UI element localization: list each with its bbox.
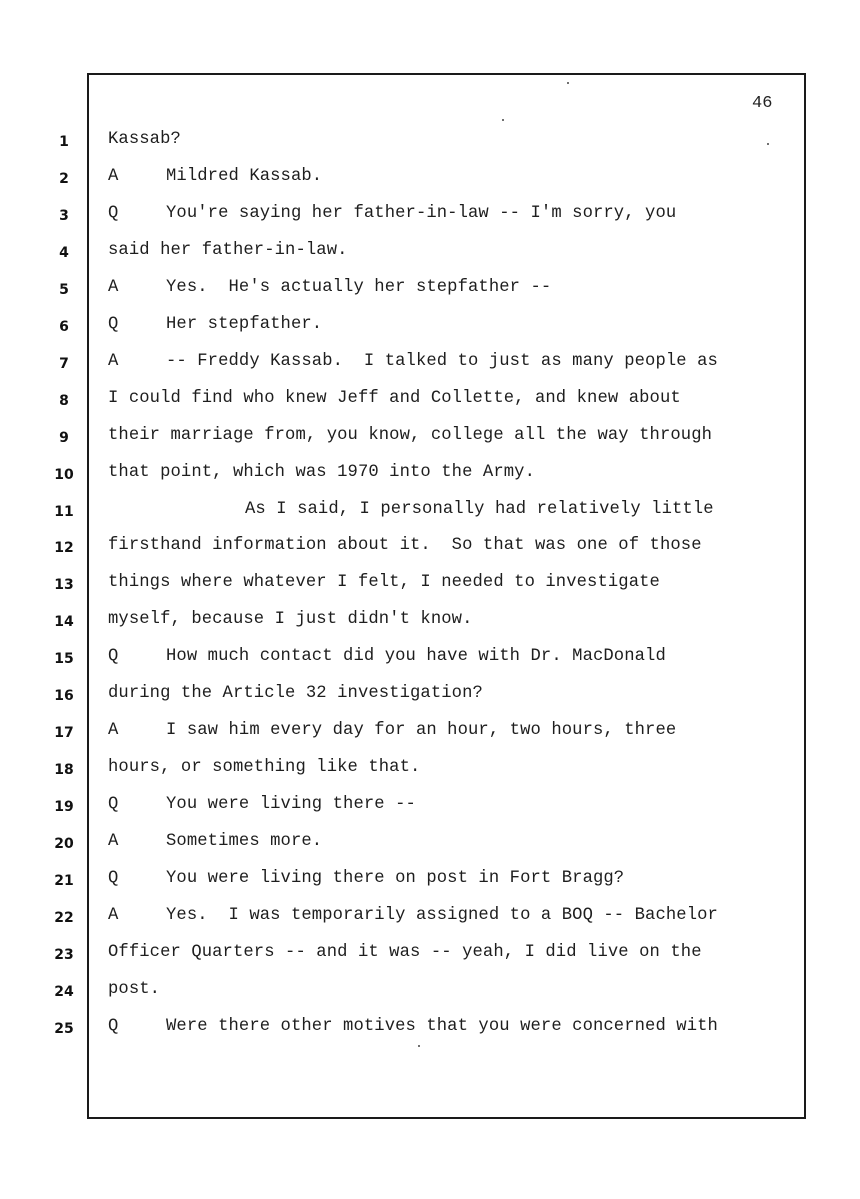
scan-speck <box>418 1045 420 1047</box>
transcript-line <box>108 1017 718 1036</box>
line-text: their marriage from, you know, college all the way through <box>108 426 713 445</box>
page-number: 46 <box>752 94 773 113</box>
line-text: Yes. I was temporarily assigned to a BOQ -- Bachelor <box>166 906 718 925</box>
line-text: You were living there -- <box>166 795 416 814</box>
transcript-line <box>108 647 666 666</box>
line-number: 18 <box>54 762 74 778</box>
line-number: 21 <box>54 873 74 889</box>
speaker-label: A <box>108 352 119 371</box>
transcript-line <box>108 610 473 629</box>
line-text: I saw him every day for an hour, two hours, three <box>166 721 677 740</box>
transcript-line <box>108 241 348 260</box>
line-number: 16 <box>54 688 74 704</box>
transcript-line <box>108 832 322 851</box>
line-number: 13 <box>54 577 74 593</box>
line-number: 2 <box>59 171 69 187</box>
speaker-label: Q <box>108 647 119 666</box>
line-number: 10 <box>54 467 74 483</box>
transcript-line <box>108 389 681 408</box>
line-number: 12 <box>54 540 74 556</box>
speaker-label: Q <box>108 869 119 888</box>
line-number: 1 <box>59 134 69 150</box>
line-text: Officer Quarters -- and it was -- yeah, I did live on the <box>108 943 702 962</box>
line-text: that point, which was 1970 into the Army. <box>108 463 535 482</box>
line-number: 8 <box>59 393 69 409</box>
line-number: 6 <box>59 319 69 335</box>
line-text: firsthand information about it. So that was one of those <box>108 536 702 555</box>
line-text: Sometimes more. <box>166 832 323 851</box>
speaker-label: Q <box>108 315 119 334</box>
line-number: 11 <box>54 504 74 520</box>
transcript-line <box>108 130 181 149</box>
transcript-line <box>108 315 322 334</box>
line-number: 20 <box>54 836 74 852</box>
line-number: 5 <box>59 282 69 298</box>
line-number: 14 <box>54 614 74 630</box>
speaker-label: Q <box>108 204 119 223</box>
line-text: things where whatever I felt, I needed to investigate <box>108 573 660 592</box>
line-number: 7 <box>59 356 69 372</box>
transcript-line <box>108 463 535 482</box>
line-text: myself, because I just didn't know. <box>108 610 473 629</box>
transcript-line <box>108 869 624 888</box>
transcript-line <box>108 906 718 925</box>
transcript-line <box>108 758 420 777</box>
line-text: I could find who knew Jeff and Collette, and knew about <box>108 389 681 408</box>
line-text: As I said, I personally had relatively little <box>245 500 714 519</box>
scan-speck <box>502 119 504 121</box>
line-number: 24 <box>54 984 74 1000</box>
line-text: How much contact did you have with Dr. MacDonald <box>166 647 666 666</box>
transcript-line <box>108 278 551 297</box>
line-number: 22 <box>54 910 74 926</box>
transcript-line <box>108 536 702 555</box>
scan-speck <box>567 82 569 84</box>
scan-speck <box>767 143 769 145</box>
transcript-line <box>108 684 483 703</box>
speaker-label: Q <box>108 1017 119 1036</box>
line-number: 19 <box>54 799 74 815</box>
line-text: during the Article 32 investigation? <box>108 684 483 703</box>
line-text: Mildred Kassab. <box>166 167 323 186</box>
line-text: -- Freddy Kassab. I talked to just as many people as <box>166 352 718 371</box>
line-text: post. <box>108 980 161 999</box>
line-text: hours, or something like that. <box>108 758 421 777</box>
transcript-line <box>108 573 660 592</box>
transcript-line <box>108 795 416 814</box>
transcript-line <box>108 352 718 371</box>
speaker-label: A <box>108 906 119 925</box>
speaker-label: A <box>108 832 119 851</box>
line-number: 15 <box>54 651 74 667</box>
line-text: Kassab? <box>108 130 181 149</box>
speaker-label: A <box>108 167 119 186</box>
line-number: 3 <box>59 208 69 224</box>
speaker-label: A <box>108 721 119 740</box>
transcript-page-border <box>87 73 806 1119</box>
line-text: Yes. He's actually her stepfather -- <box>166 278 552 297</box>
line-number: 25 <box>54 1021 74 1037</box>
line-text: Her stepfather. <box>166 315 323 334</box>
transcript-line <box>108 721 676 740</box>
transcript-line <box>108 980 160 999</box>
line-number: 9 <box>59 430 69 446</box>
line-number: 4 <box>59 245 69 261</box>
transcript-line <box>108 426 712 445</box>
line-text: You were living there on post in Fort Bragg? <box>166 869 625 888</box>
line-text: said her father-in-law. <box>108 241 348 260</box>
transcript-line <box>108 943 702 962</box>
line-number: 17 <box>54 725 74 741</box>
transcript-line <box>108 167 322 186</box>
transcript-line <box>108 500 714 519</box>
line-text: Were there other motives that you were concerned with <box>166 1017 718 1036</box>
line-text: You're saying her father-in-law -- I'm sorry, you <box>166 204 677 223</box>
speaker-label: A <box>108 278 119 297</box>
transcript-line <box>108 204 676 223</box>
speaker-label: Q <box>108 795 119 814</box>
line-number: 23 <box>54 947 74 963</box>
